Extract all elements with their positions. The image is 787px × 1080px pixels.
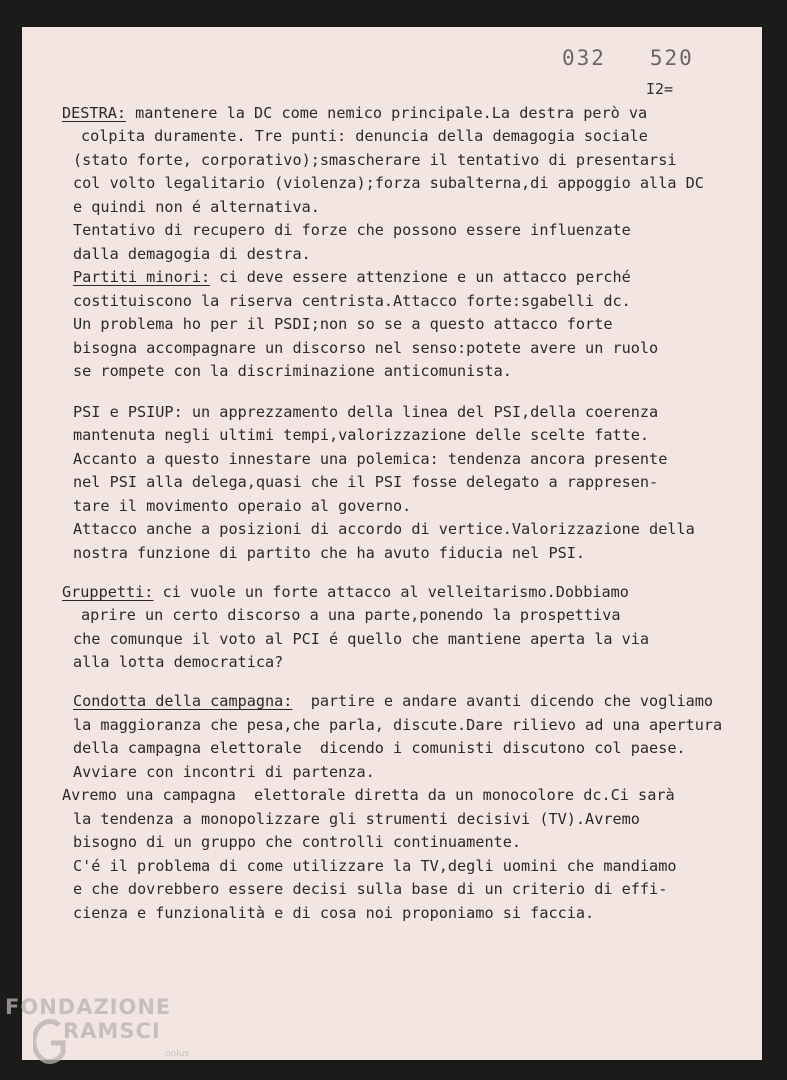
archive-number: 032 520 (562, 46, 694, 70)
text-line: Attacco anche a posizioni di accordo di vertice.Valorizzazione della (73, 520, 695, 538)
text-line: Avremo una campagna elettorale diretta da un monocolore dc.Ci sarà (62, 786, 675, 804)
text-line: dalla demagogia di destra. (73, 245, 311, 263)
text-line: (stato forte, corporativo);smascherare il tentativo di presentarsi (73, 151, 677, 169)
text-line: Partiti minori: ci deve essere attenzione e un attacco perché (73, 268, 631, 286)
text-line: Avviare con incontri di partenza. (73, 763, 375, 781)
text-line: costituiscono la riserva centrista.Attacco forte:sgabelli dc. (73, 292, 631, 310)
text-line: tare il movimento operaio al governo. (73, 497, 412, 515)
text-line: col volto legalitario (violenza);forza subalterna,di appoggio alla DC (73, 174, 704, 192)
text-line: Gruppetti: ci vuole un forte attacco al velleitarismo.Dobbiamo (62, 583, 629, 601)
text-line: bisogno di un gruppo che controlli continuamente. (73, 833, 522, 851)
text-line: nel PSI alla delega,quasi che il PSI fosse delegato a rappresen- (73, 473, 659, 491)
text-line: cienza e funzionalità e di cosa noi proponiamo si faccia. (73, 904, 595, 922)
text-line: che comunque il voto al PCI é quello che mantiene aperta la via (73, 630, 650, 648)
text-line: Accanto a questo innestare una polemica: tendenza ancora presente (73, 450, 668, 468)
text-line: mantenuta negli ultimi tempi,valorizzazione delle scelte fatte. (73, 426, 650, 444)
section-label: Condotta della campagna: (73, 692, 293, 710)
page-number: I2= (646, 80, 674, 98)
fondazione-gramsci-watermark (5, 995, 205, 1075)
text-line: la tendenza a monopolizzare gli strumenti decisivi (TV).Avremo (73, 810, 640, 828)
watermark-line-2: RAMSCI (63, 1019, 161, 1043)
text-line: colpita duramente. Tre punti: denuncia della demagogia sociale (81, 127, 648, 145)
text-line: e quindi non é alternativa. (73, 198, 320, 216)
text-line: DESTRA: mantenere la DC come nemico principale.La destra però va (62, 104, 648, 122)
text-line: se rompete con la discriminazione anticomunista. (73, 362, 512, 380)
text-line: e che dovrebbero essere decisi sulla base di un criterio di effi- (73, 880, 668, 898)
text-line: alla lotta democratica? (73, 653, 284, 671)
text-line: bisogna accompagnare un discorso nel senso:potete avere un ruolo (73, 339, 659, 357)
gramsci-g-logo-icon (33, 1017, 67, 1067)
text-line: della campagna elettorale dicendo i comunisti discutono col paese. (73, 739, 686, 757)
text-line: aprire un certo discorso a una parte,ponendo la prospettiva (81, 606, 621, 624)
text-line: C'é il problema di come utilizzare la TV,degli uomini che mandiamo (73, 857, 677, 875)
section-label: DESTRA: (62, 104, 127, 122)
section-label: Partiti minori: (73, 268, 211, 286)
text-line: Un problema ho per il PSDI;non so se a questo attacco forte (73, 315, 613, 333)
text-line: Tentativo di recupero di forze che possono essere influenzate (73, 221, 631, 239)
watermark-line-1: FONDAZIONE (5, 995, 172, 1019)
text-line: nostra funzione di partito che ha avuto fiducia nel PSI. (73, 544, 586, 562)
section-label: Gruppetti: (62, 583, 154, 601)
text-line: la maggioranza che pesa,che parla, discute.Dare rilievo ad una apertura (73, 716, 723, 734)
text-line: Condotta della campagna: partire e andare avanti dicendo che vogliamo (73, 692, 714, 710)
watermark-line-3: onlus (165, 1049, 190, 1059)
text-line: PSI e PSIUP: un apprezzamento della linea del PSI,della coerenza (73, 403, 659, 421)
